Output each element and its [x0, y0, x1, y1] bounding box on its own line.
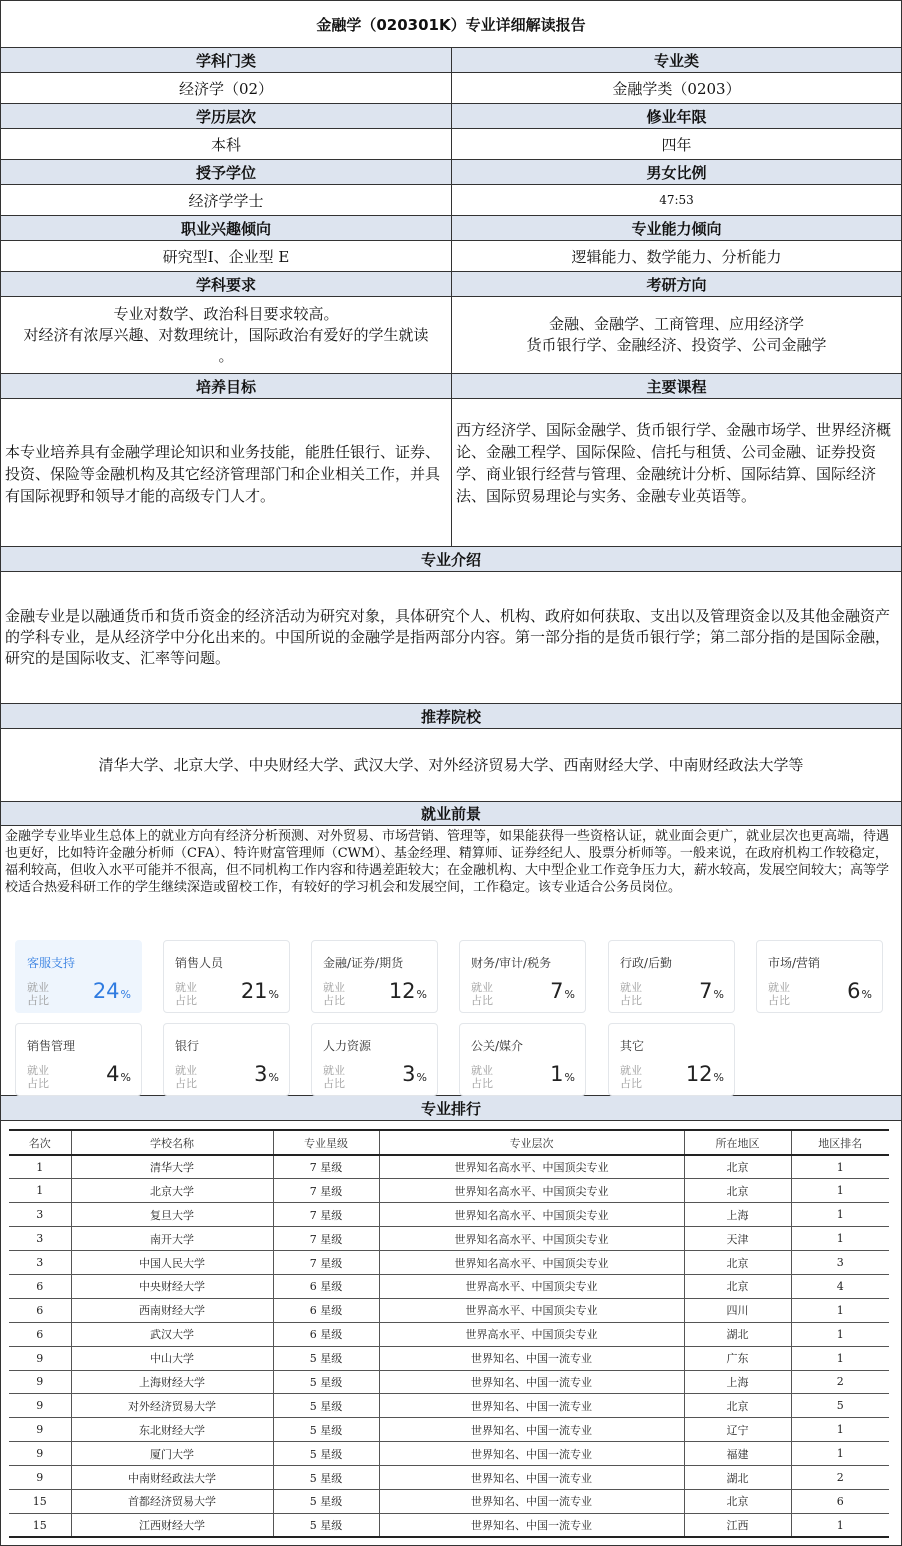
- table-cell: 世界知名高水平、中国顶尖专业: [379, 1155, 684, 1179]
- table-cell: 1: [791, 1322, 889, 1346]
- card-value-number: 7: [699, 979, 713, 1003]
- table-cell: 2: [791, 1466, 889, 1490]
- card-sub-line-2: 占比: [323, 1077, 345, 1090]
- table-cell: 上海财经大学: [71, 1370, 273, 1394]
- report-title: 金融学（020301K）专业详细解读报告: [1, 1, 901, 48]
- employment-card[interactable]: [756, 940, 883, 1013]
- req-line-3: 。: [218, 346, 234, 365]
- grad-label: 考研方向: [451, 272, 901, 296]
- degree-header-row: [1, 160, 901, 185]
- table-cell: 7 星级: [273, 1179, 379, 1203]
- ranking-table: [9, 1129, 889, 1538]
- table-cell: 1: [791, 1179, 889, 1203]
- table-cell: 5 星级: [273, 1418, 379, 1442]
- table-row: [9, 1251, 889, 1275]
- ranking-column-header: 专业星级: [273, 1130, 379, 1155]
- table-cell: 6 星级: [273, 1274, 379, 1298]
- table-cell: 5: [791, 1394, 889, 1418]
- card-sub-line-1: 就业: [620, 1064, 642, 1077]
- table-cell: 中国人民大学: [71, 1251, 273, 1275]
- req-line-1: 专业对数学、政治科目要求较高。: [113, 304, 339, 323]
- table-cell: 1: [791, 1513, 889, 1537]
- table-row: [9, 1227, 889, 1251]
- table-cell: 5 星级: [273, 1466, 379, 1490]
- table-cell: 1: [791, 1346, 889, 1370]
- card-value-unit: %: [120, 988, 131, 1001]
- table-cell: 3: [9, 1227, 71, 1251]
- card-value-number: 6: [847, 979, 861, 1003]
- card-sub-line-2: 占比: [27, 1077, 49, 1090]
- table-cell: 5 星级: [273, 1370, 379, 1394]
- table-cell: 上海: [684, 1370, 791, 1394]
- table-cell: 北京: [684, 1179, 791, 1203]
- ability-label: 专业能力倾向: [451, 216, 901, 240]
- intro-text: 金融专业是以融通货币和货币资金的经济活动为研究对象，具体研究个人、机构、政府如何获取、支出以及管理资金以及其他金融资产的学科专业，是从经济学中分化出来的。中国所说的金融学是指两部分内容。第一部分指的是货币银行学；第二部分指的是国际金融，研究的是国际收支、汇率等问题。: [1, 572, 901, 704]
- card-value-number: 21: [240, 979, 268, 1003]
- table-row: [9, 1322, 889, 1346]
- table-row: [9, 1442, 889, 1466]
- card-sub-line-1: 就业: [471, 981, 493, 994]
- table-cell: 6: [9, 1298, 71, 1322]
- table-cell: 东北财经大学: [71, 1418, 273, 1442]
- table-cell: 厦门大学: [71, 1442, 273, 1466]
- table-cell: 1: [791, 1442, 889, 1466]
- level-label: 学历层次: [1, 104, 451, 128]
- table-cell: 西南财经大学: [71, 1298, 273, 1322]
- card-sub-label: [175, 981, 201, 1007]
- table-cell: 7 星级: [273, 1155, 379, 1179]
- card-sub-label: [27, 1064, 53, 1090]
- ranking-table-wrap: [1, 1121, 901, 1538]
- card-value: [550, 1062, 575, 1086]
- table-cell: 辽宁: [684, 1418, 791, 1442]
- employment-card[interactable]: [459, 1023, 586, 1096]
- category-value: 经济学（02）: [178, 79, 274, 98]
- table-cell: 9: [9, 1418, 71, 1442]
- table-cell: 1: [791, 1203, 889, 1227]
- req-line-2: 对经济有浓厚兴趣、对数理统计，国际政治有爱好的学生就读: [23, 325, 429, 344]
- level-value-row: [1, 129, 901, 160]
- employment-card[interactable]: [311, 1023, 438, 1096]
- employment-card[interactable]: [15, 1023, 142, 1096]
- card-name: 其它: [620, 1039, 645, 1053]
- employment-text: 金融学专业毕业生总体上的就业方向有经济分析预测、对外贸易、市场营销、管理等，如果能获得一些资格认证，就业面会更广，就业层次也更高端，待遇也更好，比如特许金融分析师（CFA）、特许财富管理师（CWM）、基金经理、精算师、证券经纪人、股票分析师等。一般来说，在政府机构工作较稳定，福利较高，但收入水平可能并不很高，但不同机构工作内容和待遇差距较大；在金融机构、大中型企业工作竞争压力大，薪水较高，发展空间较大；高等学校适合热爱科研工作的学生继续深造或留校工作，有较好的学习机会和发展空间，工作稳定。该专业适合公务员岗位。: [5, 829, 890, 895]
- table-cell: 北京大学: [71, 1179, 273, 1203]
- table-cell: 7 星级: [273, 1203, 379, 1227]
- card-value-number: 1: [550, 1062, 564, 1086]
- table-cell: 世界高水平、中国顶尖专业: [379, 1322, 684, 1346]
- table-cell: 1: [9, 1155, 71, 1179]
- table-cell: 天津: [684, 1227, 791, 1251]
- schools-text: 清华大学、北京大学、中央财经大学、武汉大学、对外经济贸易大学、西南财经大学、中南财经政法大学等: [1, 729, 901, 802]
- table-cell: 北京: [684, 1274, 791, 1298]
- class-value: 金融学类（0203）: [451, 73, 901, 103]
- employment-cards: [1, 913, 901, 1096]
- table-cell: 3: [9, 1251, 71, 1275]
- table-cell: 上海: [684, 1203, 791, 1227]
- table-cell: 5 星级: [273, 1346, 379, 1370]
- table-cell: 3: [791, 1251, 889, 1275]
- employment-header: 就业前景: [1, 802, 901, 826]
- table-row: [9, 1489, 889, 1513]
- card-sub-label: [27, 981, 53, 1007]
- class-label: 专业类: [451, 48, 901, 72]
- table-cell: 世界知名、中国一流专业: [379, 1513, 684, 1537]
- degree-value: 经济学学士: [188, 191, 264, 210]
- card-value-number: 3: [254, 1062, 268, 1086]
- table-cell: 复旦大学: [71, 1203, 273, 1227]
- card-sub-line-2: 占比: [323, 994, 345, 1007]
- card-sub-line-2: 占比: [620, 994, 642, 1007]
- card-name: 销售管理: [27, 1039, 76, 1053]
- years-label: 修业年限: [451, 104, 901, 128]
- card-value-unit: %: [713, 1071, 724, 1084]
- card-sub-line-1: 就业: [175, 981, 197, 994]
- req-header-row: [1, 272, 901, 297]
- card-sub-line-2: 占比: [471, 1077, 493, 1090]
- table-cell: 6: [791, 1489, 889, 1513]
- years-value: 四年: [451, 129, 901, 159]
- category-value-row: [1, 73, 901, 104]
- table-cell: 中央财经大学: [71, 1274, 273, 1298]
- schools-header: 推荐院校: [1, 704, 901, 729]
- level-header-row: [1, 104, 901, 129]
- card-value-number: 24: [92, 979, 120, 1003]
- table-cell: 福建: [684, 1442, 791, 1466]
- card-name: 客服支持: [27, 956, 76, 970]
- card-value-unit: %: [564, 988, 575, 1001]
- ranking-column-header: 学校名称: [71, 1130, 273, 1155]
- table-cell: 江西: [684, 1513, 791, 1537]
- table-cell: 武汉大学: [71, 1322, 273, 1346]
- card-value: [699, 979, 724, 1003]
- card-value-unit: %: [268, 1071, 279, 1084]
- table-cell: 北京: [684, 1489, 791, 1513]
- table-cell: 1: [791, 1155, 889, 1179]
- card-sub-line-2: 占比: [175, 994, 197, 1007]
- ratio-label: 男女比例: [451, 160, 901, 184]
- card-name: 市场/营销: [768, 956, 821, 970]
- table-row: [9, 1418, 889, 1442]
- req-label: 学科要求: [1, 272, 451, 296]
- ranking-header: 专业排行: [1, 1096, 901, 1121]
- card-sub-line-1: 就业: [175, 1064, 197, 1077]
- card-name: 财务/审计/税务: [471, 956, 552, 970]
- employment-card[interactable]: [459, 940, 586, 1013]
- table-cell: 5 星级: [273, 1489, 379, 1513]
- table-cell: 江西财经大学: [71, 1513, 273, 1537]
- table-cell: 对外经济贸易大学: [71, 1394, 273, 1418]
- card-value-number: 4: [106, 1062, 120, 1086]
- employment-card[interactable]: [608, 1023, 735, 1096]
- req-value: [1, 297, 451, 373]
- ability-value: 逻辑能力、数学能力、分析能力: [451, 241, 901, 271]
- card-value-unit: %: [120, 1071, 131, 1084]
- card-name: 人力资源: [323, 1039, 372, 1053]
- table-cell: 中南财经政法大学: [71, 1466, 273, 1490]
- table-cell: 四川: [684, 1298, 791, 1322]
- table-cell: 世界知名高水平、中国顶尖专业: [379, 1179, 684, 1203]
- table-cell: 北京: [684, 1394, 791, 1418]
- grad-value: [451, 297, 901, 373]
- card-sub-line-1: 就业: [27, 1064, 49, 1077]
- courses-text: 西方经济学、国际金融学、货币银行学、金融市场学、世界经济概论、金融工程学、国际保险、信托与租赁、公司金融、证券投资学、商业银行经营与管理、金融统计分析、国际结算、国际经济法、国际贸易理论与实务、金融专业英语等。: [451, 399, 901, 546]
- employment-card[interactable]: [163, 1023, 290, 1096]
- ranking-header-row: [9, 1130, 889, 1155]
- table-row: [9, 1513, 889, 1537]
- degree-label: 授予学位: [1, 160, 451, 184]
- card-sub-line-2: 占比: [620, 1077, 642, 1090]
- card-sub-line-2: 占比: [768, 994, 790, 1007]
- card-value-number: 12: [388, 979, 416, 1003]
- table-cell: 15: [9, 1489, 71, 1513]
- card-value-number: 7: [550, 979, 564, 1003]
- card-value-unit: %: [416, 1071, 427, 1084]
- table-cell: 6 星级: [273, 1322, 379, 1346]
- card-value-number: 3: [402, 1062, 416, 1086]
- card-value: [550, 979, 575, 1003]
- ranking-column-header: 地区排名: [791, 1130, 889, 1155]
- table-cell: 2: [791, 1370, 889, 1394]
- table-cell: 5 星级: [273, 1394, 379, 1418]
- card-sub-label: [323, 981, 349, 1007]
- card-sub-line-1: 就业: [768, 981, 790, 994]
- card-name: 金融/证券/期货: [323, 956, 404, 970]
- table-cell: 世界知名、中国一流专业: [379, 1489, 684, 1513]
- card-sub-label: [471, 1064, 497, 1090]
- card-value-number: 12: [685, 1062, 713, 1086]
- grad-line-1: 金融、金融学、工商管理、应用经济学: [548, 315, 804, 333]
- table-cell: 3: [9, 1203, 71, 1227]
- table-cell: 4: [791, 1274, 889, 1298]
- table-row: [9, 1298, 889, 1322]
- card-value: [254, 1062, 279, 1086]
- card-value-unit: %: [861, 988, 872, 1001]
- card-sub-line-1: 就业: [323, 1064, 345, 1077]
- table-cell: 1: [791, 1418, 889, 1442]
- card-sub-line-1: 就业: [620, 981, 642, 994]
- table-cell: 中山大学: [71, 1346, 273, 1370]
- table-cell: 首都经济贸易大学: [71, 1489, 273, 1513]
- table-cell: 6 星级: [273, 1298, 379, 1322]
- card-sub-label: [620, 981, 646, 1007]
- grad-line-2: 货币银行学、金融经济、投资学、公司金融学: [526, 336, 827, 354]
- card-value: [402, 1062, 427, 1086]
- table-cell: 6: [9, 1322, 71, 1346]
- table-cell: 9: [9, 1442, 71, 1466]
- table-cell: 9: [9, 1346, 71, 1370]
- table-cell: 1: [791, 1227, 889, 1251]
- career-value: 研究型I、企业型 E: [162, 247, 290, 266]
- card-sub-line-1: 就业: [323, 981, 345, 994]
- card-name: 银行: [175, 1039, 200, 1053]
- card-sub-label: [471, 981, 497, 1007]
- table-cell: 15: [9, 1513, 71, 1537]
- table-cell: 湖北: [684, 1322, 791, 1346]
- table-cell: 5 星级: [273, 1513, 379, 1537]
- intro-header: 专业介绍: [1, 547, 901, 572]
- ranking-column-header: 专业层次: [379, 1130, 684, 1155]
- table-cell: 世界知名、中国一流专业: [379, 1418, 684, 1442]
- card-value: [241, 979, 279, 1003]
- card-value: [93, 979, 131, 1003]
- career-header-row: [1, 216, 901, 241]
- card-name: 公关/媒介: [471, 1039, 524, 1053]
- card-sub-label: [323, 1064, 349, 1090]
- card-sub-line-2: 占比: [27, 994, 49, 1007]
- table-cell: 9: [9, 1466, 71, 1490]
- table-row: [9, 1179, 889, 1203]
- card-sub-label: [175, 1064, 201, 1090]
- ranking-column-header: 名次: [9, 1130, 71, 1155]
- career-label: 职业兴趣倾向: [1, 216, 451, 240]
- card-sub-line-2: 占比: [175, 1077, 197, 1090]
- courses-label: 主要课程: [451, 374, 901, 398]
- level-value: 本科: [210, 135, 241, 154]
- card-sub-line-1: 就业: [471, 1064, 493, 1077]
- table-cell: 清华大学: [71, 1155, 273, 1179]
- table-row: [9, 1274, 889, 1298]
- table-cell: 9: [9, 1394, 71, 1418]
- table-cell: 北京: [684, 1251, 791, 1275]
- card-value-unit: %: [416, 988, 427, 1001]
- goal-value-row: [1, 399, 901, 547]
- card-name: 销售人员: [175, 956, 224, 970]
- table-cell: 世界知名、中国一流专业: [379, 1370, 684, 1394]
- table-row: [9, 1155, 889, 1179]
- card-value-unit: %: [713, 988, 724, 1001]
- card-value-unit: %: [268, 988, 279, 1001]
- table-cell: 1: [791, 1298, 889, 1322]
- table-cell: 世界知名、中国一流专业: [379, 1346, 684, 1370]
- table-cell: 世界知名高水平、中国顶尖专业: [379, 1203, 684, 1227]
- goal-label: 培养目标: [1, 374, 451, 398]
- employment-card[interactable]: [608, 940, 735, 1013]
- table-cell: 世界知名高水平、中国顶尖专业: [379, 1251, 684, 1275]
- card-name: 行政/后勤: [620, 956, 673, 970]
- table-cell: 7 星级: [273, 1227, 379, 1251]
- table-cell: 5 星级: [273, 1442, 379, 1466]
- goal-text: 本专业培养具有金融学理论知识和业务技能，能胜任银行、证券、投资、保险等金融机构及其它经济管理部门和企业相关工作，并具有国际视野和领导才能的高级专门人才。: [5, 443, 441, 505]
- career-value-row: [1, 241, 901, 272]
- employment-card[interactable]: [163, 940, 290, 1013]
- table-cell: 世界知名、中国一流专业: [379, 1442, 684, 1466]
- card-sub-line-2: 占比: [471, 994, 493, 1007]
- table-cell: 7 星级: [273, 1251, 379, 1275]
- table-cell: 广东: [684, 1346, 791, 1370]
- card-value: [389, 979, 427, 1003]
- table-cell: 北京: [684, 1155, 791, 1179]
- category-header-row: [1, 48, 901, 73]
- ratio-value: 47:53: [451, 185, 901, 215]
- card-value: [106, 1062, 131, 1086]
- table-row: [9, 1346, 889, 1370]
- table-cell: 世界知名、中国一流专业: [379, 1466, 684, 1490]
- table-cell: 南开大学: [71, 1227, 273, 1251]
- table-row: [9, 1370, 889, 1394]
- table-cell: 世界知名、中国一流专业: [379, 1394, 684, 1418]
- table-cell: 世界高水平、中国顶尖专业: [379, 1298, 684, 1322]
- table-cell: 6: [9, 1274, 71, 1298]
- req-value-row: [1, 297, 901, 374]
- card-sub-label: [768, 981, 794, 1007]
- employment-card[interactable]: [311, 940, 438, 1013]
- employment-card[interactable]: [15, 940, 142, 1013]
- ranking-body: [9, 1155, 889, 1537]
- degree-value-row: [1, 185, 901, 216]
- card-sub-line-1: 就业: [27, 981, 49, 994]
- ranking-column-header: 所在地区: [684, 1130, 791, 1155]
- table-cell: 世界高水平、中国顶尖专业: [379, 1274, 684, 1298]
- table-cell: 世界知名高水平、中国顶尖专业: [379, 1227, 684, 1251]
- table-cell: 9: [9, 1370, 71, 1394]
- card-value: [686, 1062, 724, 1086]
- table-cell: 湖北: [684, 1466, 791, 1490]
- category-label: 学科门类: [1, 48, 451, 72]
- card-value-unit: %: [564, 1071, 575, 1084]
- goal-header-row: [1, 374, 901, 399]
- table-cell: 1: [9, 1179, 71, 1203]
- card-value: [847, 979, 872, 1003]
- table-row: [9, 1466, 889, 1490]
- card-sub-label: [620, 1064, 646, 1090]
- table-row: [9, 1203, 889, 1227]
- table-row: [9, 1394, 889, 1418]
